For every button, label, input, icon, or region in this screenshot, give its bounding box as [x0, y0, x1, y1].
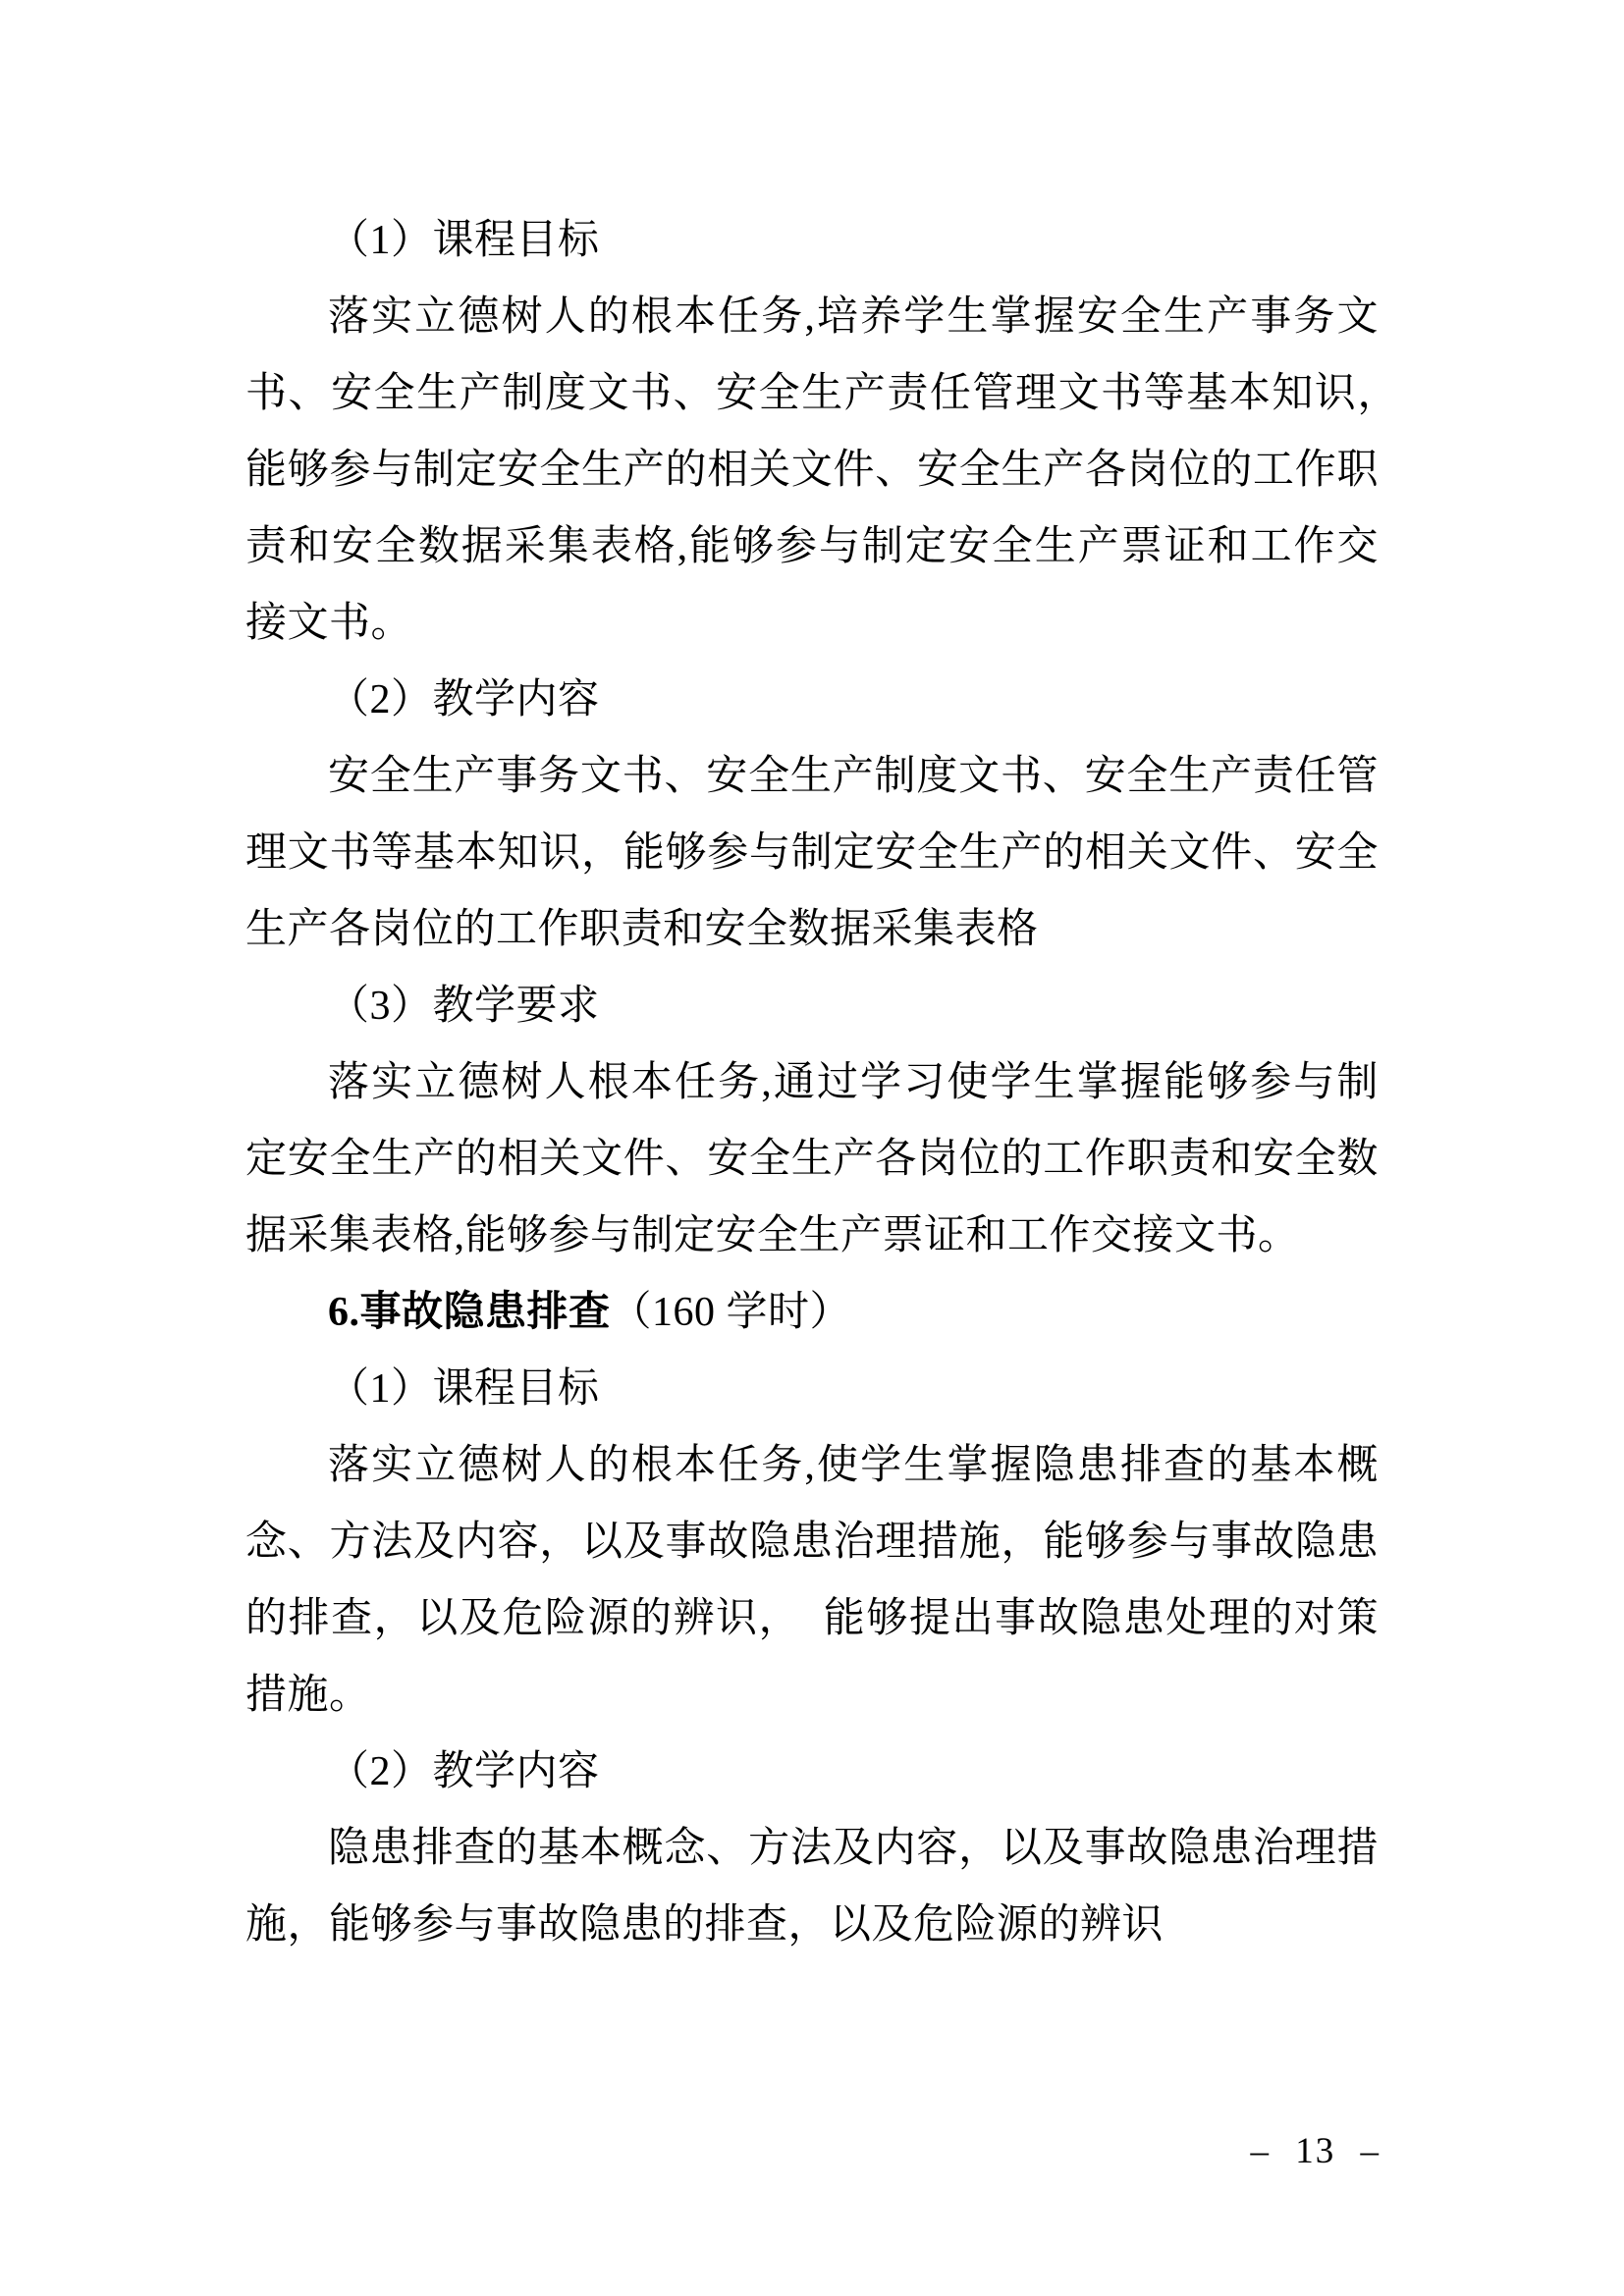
paragraph-course-objective-1: 落实立德树人的根本任务,培养学生掌握安全生产事务文书、安全生产制度文书、安全生产责任管理文书等基本知识， 能够参与制定安全生产的相关文件、安全生产各岗位的工作职责和安全数据采集表格,能够参与制定安全生产票证和工作交接文书。 — [245, 294, 1421, 646]
heading-teaching-requirement: （3）教学要求 — [328, 984, 600, 1029]
section-6-title: 6.事故隐患排查 — [328, 1290, 611, 1335]
heading-section-6 — [245, 1274, 1379, 1351]
document-body — [245, 202, 1421, 1963]
paragraph-teaching-content-2: 隐患排查的基本概念、方法及内容，以及事故隐患治理措施，能够参与事故隐患的排查，以及危险源的辨识 — [245, 1826, 1379, 1948]
paragraph-teaching-content-1: 安全生产事务文书、安全生产制度文书、安全生产责任管理文书等基本知识，能够参与制定安全生产的相关文件、安全生产各岗位的工作职责和安全数据采集表格 — [245, 754, 1379, 952]
heading-course-objective-1: （1）课程目标 — [328, 218, 600, 263]
heading-teaching-content-1: （2）教学内容 — [328, 677, 600, 722]
page-number: – 13 – — [1250, 2131, 1380, 2171]
heading-course-objective-2: （1）课程目标 — [328, 1366, 600, 1412]
heading-teaching-content-2: （2）教学内容 — [328, 1749, 600, 1794]
paragraph-course-objective-2: 落实立德树人的根本任务,使学生掌握隐患排查的基本概念、方法及内容，以及事故隐患治理措施，能够参与事故隐患的排查，以及危险源的辨识， 能够提出事故隐患处理的对策措施。 — [245, 1443, 1379, 1718]
paragraph-teaching-requirement: 落实立德树人根本任务,通过学习使学生掌握能够参与制定安全生产的相关文件、安全生产各岗位的工作职责和安全数据采集表格,能够参与制定安全生产票证和工作交接文书。 — [245, 1060, 1379, 1258]
section-6-hours: （160 学时） — [610, 1290, 852, 1335]
